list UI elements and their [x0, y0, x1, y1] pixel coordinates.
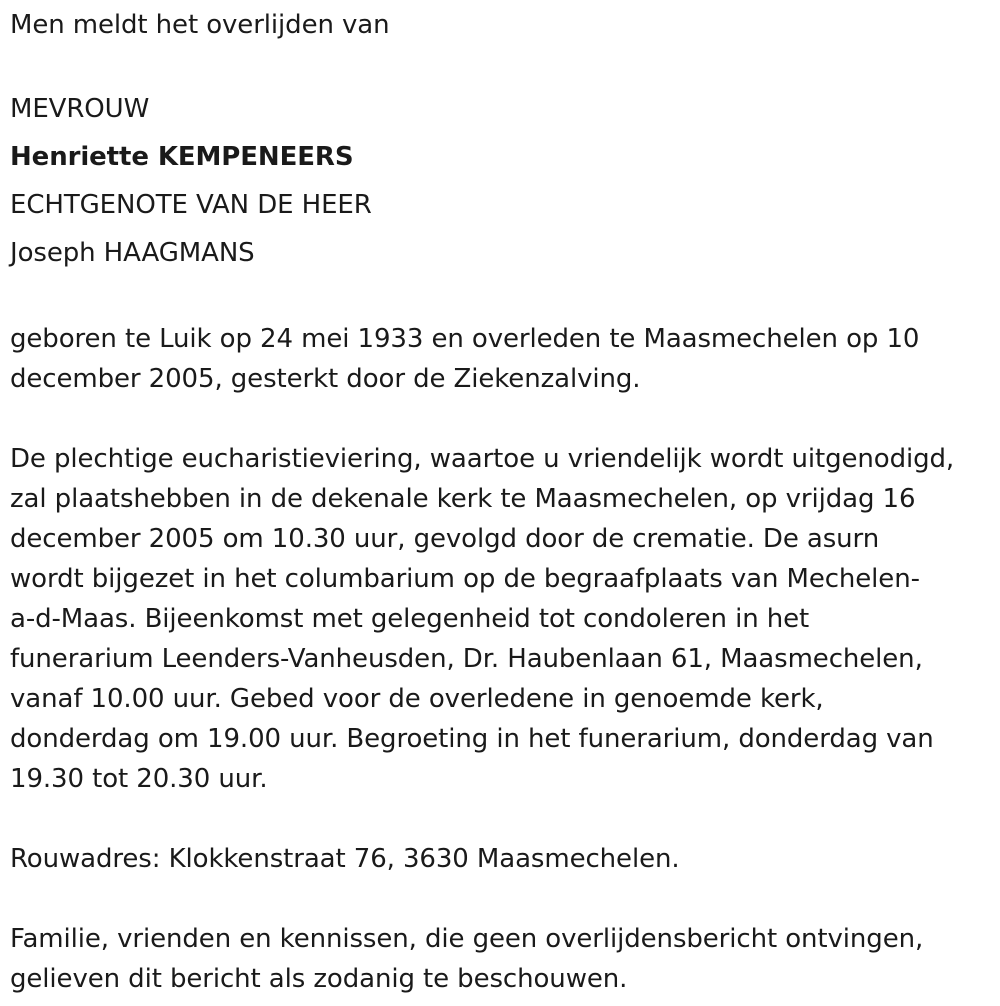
closing-paragraph [10, 919, 990, 999]
spouse-name: Joseph HAAGMANS [10, 238, 255, 268]
paragraph-line: december 2005, gesterkt door de Ziekenzalving. [10, 364, 641, 394]
paragraph-line: De plechtige eucharistieviering, waartoe u vriendelijk wordt uitgenodigd, [10, 444, 955, 474]
paragraph-line: zal plaatshebben in de dekenale kerk te Maasmechelen, op vrijdag 16 [10, 484, 916, 514]
paragraph-line: wordt bijgezet in het columbarium op de begraafplaats van Mechelen- [10, 564, 920, 594]
paragraph-line: gelieven dit bericht als zodanig te beschouwen. [10, 964, 628, 994]
paragraph-line: a-d-Maas. Bijeenkomst met gelegenheid tot condoleren in het [10, 604, 810, 634]
paragraph-line: funerarium Leenders-Vanheusden, Dr. Haubenlaan 61, Maasmechelen, [10, 644, 923, 674]
relation-text: ECHTGENOTE VAN DE HEER [10, 190, 372, 220]
intro-text: Men meldt het overlijden van [10, 10, 390, 40]
paragraph-line: vanaf 10.00 uur. Gebed voor de overledene in genoemde kerk, [10, 684, 824, 714]
deceased-title: MEVROUW [10, 94, 150, 124]
paragraph-line: donderdag om 19.00 uur. Begroeting in het funerarium, donderdag van [10, 724, 934, 754]
paragraph-line: Familie, vrienden en kennissen, die geen overlijdensbericht ontvingen, [10, 924, 924, 954]
deceased-block [10, 85, 990, 277]
mourning-address: Rouwadres: Klokkenstraat 76, 3630 Maasmechelen. [10, 844, 680, 874]
paragraph-line: 19.30 tot 20.30 uur. [10, 764, 268, 794]
paragraph-line: geboren te Luik op 24 mei 1933 en overleden te Maasmechelen op 10 [10, 324, 920, 354]
paragraph-line: december 2005 om 10.30 uur, gevolgd door de crematie. De asurn [10, 524, 880, 554]
ceremony-paragraph [10, 439, 990, 799]
birth-death-paragraph [10, 319, 990, 399]
deceased-name: Henriette KEMPENEERS [10, 142, 354, 172]
